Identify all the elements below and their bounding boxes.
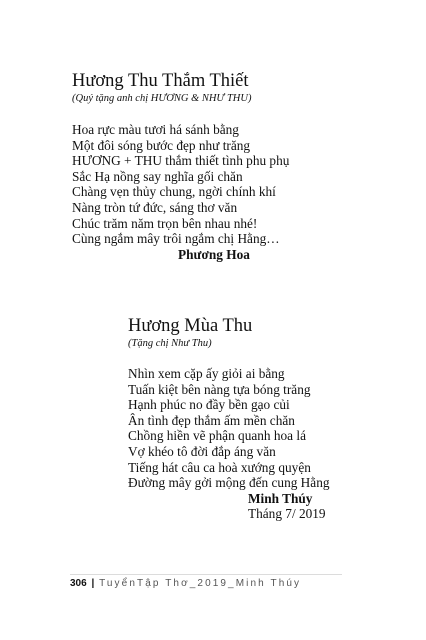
verse-line: Chồng hiền vẽ phận quanh hoa lá [128, 428, 306, 444]
verse-line: Cùng ngắm mây trôi ngắm chị Hằng… [72, 231, 280, 247]
footer-separator: | [91, 578, 95, 589]
verse-line: Một đôi sóng bước đẹp như trăng [72, 137, 251, 153]
verse-line: Vợ khéo tô đời đắp áng văn [128, 443, 276, 459]
verse-line: Tiếng hát câu ca hoà xướng quyện [128, 459, 311, 475]
verse-line: Nhìn xem cặp ấy giỏi ai bằng [128, 366, 285, 381]
poem-author: Minh Thúy [248, 490, 313, 506]
verse-line: Sắc Hạ nồng say nghĩa gối chăn [72, 168, 243, 184]
verse-line: Ân tình đẹp thắm ấm mền chăn [128, 412, 295, 428]
verse-line: Chúc trăm năm trọn bên nhau nhé! [72, 215, 258, 231]
verse-line: Chàng vẹn thủy chung, ngời chính khí [72, 184, 276, 200]
poem-verses [72, 122, 289, 247]
verse-line: Hoa rực màu tươi há sánh bằng [72, 122, 239, 137]
poem-title: Hương Mùa Thu [128, 316, 253, 336]
verse-line: Tuấn kiệt bên nàng tựa bóng trăng [128, 381, 311, 397]
poem-date: Tháng 7/ 2019 [248, 506, 326, 522]
poem-huong-thu-tham-thiet [72, 70, 289, 262]
page-footer [70, 578, 301, 590]
poem-dedication: (Tặng chị Như Thu) [128, 338, 212, 349]
verse-line: Đường mây gởi mộng đến cung Hằng [128, 475, 330, 491]
page-number: 306 [70, 578, 87, 589]
poem-huong-mua-thu [128, 315, 330, 522]
footer-divider [70, 574, 342, 575]
poem-title: Hương Thu Thắm Thiết [72, 71, 249, 91]
poem-author: Phương Hoa [178, 246, 250, 262]
poem-verses [128, 366, 330, 491]
verse-line: Hạnh phúc no đầy bền gạo củi [128, 397, 290, 413]
running-title: TuyểnTập Thơ_2019_Minh Thúy [99, 578, 302, 589]
poem-dedication: (Quý tặng anh chị HƯƠNG & NHƯ THU) [72, 93, 252, 104]
verse-line: Nàng tròn tứ đức, sáng thơ văn [72, 199, 238, 215]
verse-line: HƯƠNG + THU thắm thiết tình phu phụ [72, 153, 290, 169]
